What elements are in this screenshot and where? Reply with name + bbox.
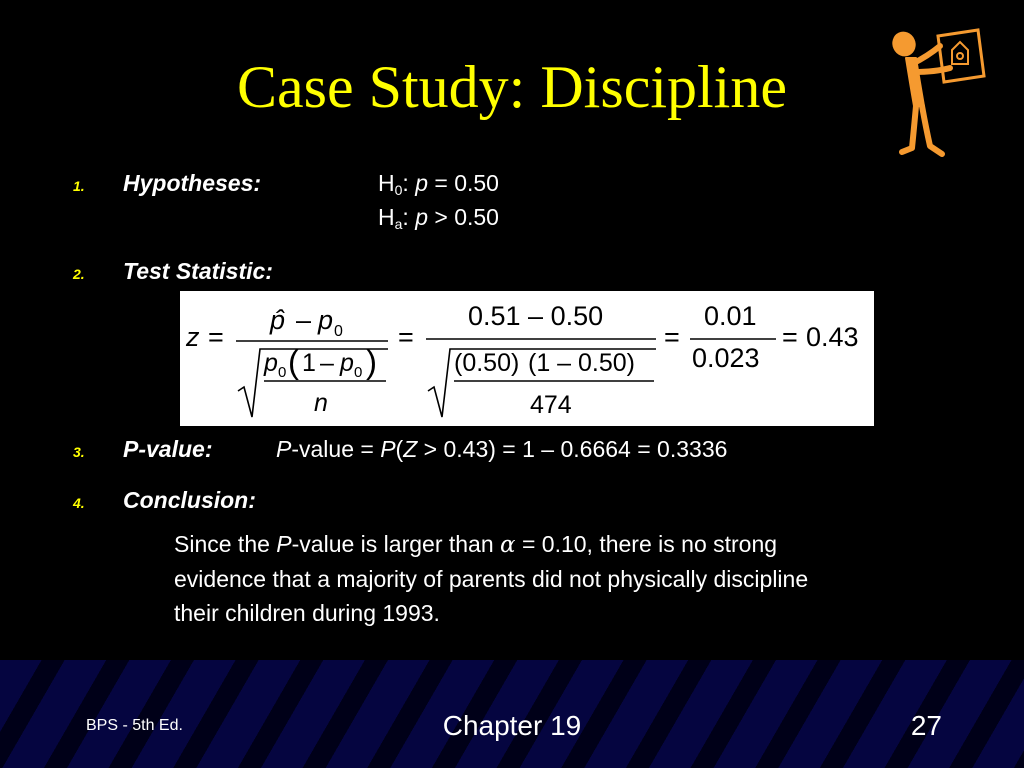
step-2-heading: Test Statistic:: [123, 258, 273, 284]
svg-text:(: (: [288, 343, 299, 380]
svg-text:p: p: [264, 349, 278, 377]
svg-text:n: n: [314, 389, 328, 417]
svg-text:p: p: [318, 305, 334, 335]
svg-text:–: –: [296, 305, 312, 335]
svg-text:=: =: [208, 322, 224, 352]
step-3-heading: P-value:: [123, 436, 213, 462]
slide-number: 27: [910, 710, 942, 741]
svg-text:0: 0: [278, 364, 287, 381]
svg-text:–: –: [320, 349, 334, 377]
svg-text:0: 0: [354, 364, 363, 381]
conclusion-text: [174, 527, 974, 630]
null-hypothesis: $H_0$: p = 0.50: [378, 170, 499, 198]
svg-text:0.51 – 0.50: 0.51 – 0.50: [468, 301, 604, 331]
person-holding-sign-icon: [880, 28, 990, 163]
conclusion-line-3: their children during 1993.: [174, 600, 440, 626]
test-statistic-formula: [180, 291, 874, 426]
svg-text:0: 0: [334, 323, 343, 340]
step-1-heading: Hypotheses:: [123, 170, 262, 196]
svg-text:p̂: p̂: [270, 305, 286, 335]
svg-text:(0.50): (0.50): [454, 349, 520, 377]
alternative-hypothesis: $H_a$: p > 0.50: [378, 204, 499, 232]
svg-text:(1 – 0.50): (1 – 0.50): [528, 349, 636, 377]
svg-text:1: 1: [302, 349, 316, 377]
svg-text:474: 474: [530, 391, 572, 419]
svg-text:=: =: [782, 322, 798, 352]
step-3-number: 3.: [73, 444, 85, 460]
slide-title: Case Study: Discipline: [237, 54, 787, 120]
footer-chapter: Chapter 19: [442, 710, 582, 741]
conclusion-line-1: Since the P-value is larger than α = 0.10, there is no strong: [174, 531, 778, 558]
step-4-number: 4.: [73, 495, 85, 511]
svg-text:=: =: [664, 322, 680, 352]
step-1-number: 1.: [73, 178, 85, 194]
svg-text:0.01: 0.01: [704, 301, 757, 331]
footer-edition: BPS - 5th Ed.: [86, 717, 183, 734]
p-value-calculation: P-value = P(Z > 0.43) = 1 – 0.6664 = 0.3336: [276, 436, 728, 462]
svg-text:0.023: 0.023: [692, 343, 760, 373]
svg-text:=: =: [398, 322, 414, 352]
svg-text:p: p: [340, 349, 354, 377]
svg-text:): ): [366, 343, 377, 380]
step-4-heading: Conclusion:: [123, 487, 256, 513]
svg-text:0.43: 0.43: [806, 322, 859, 352]
svg-text:z: z: [186, 322, 200, 352]
conclusion-line-2: evidence that a majority of parents did not physically discipline: [174, 566, 809, 592]
step-2-number: 2.: [73, 266, 85, 282]
